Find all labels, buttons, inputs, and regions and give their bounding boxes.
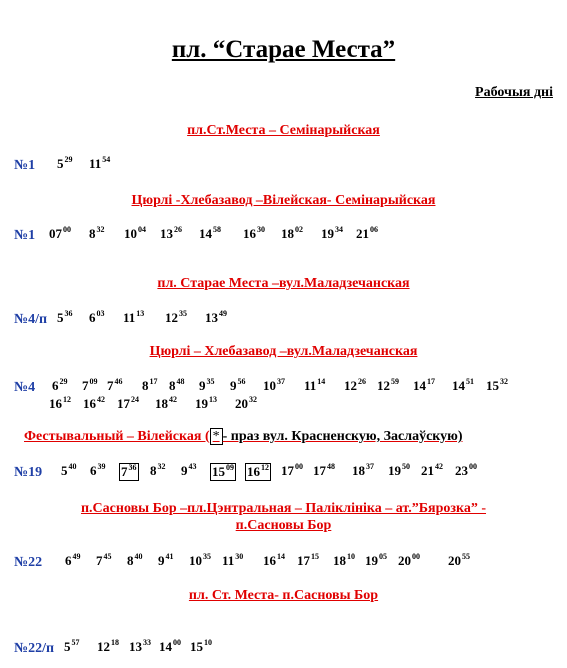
route-title <box>0 344 567 360</box>
departure-time: $16^{42}$ <box>83 395 105 411</box>
departure-time: $12^{59}$ <box>377 377 399 393</box>
departure-time: $17^{48}$ <box>313 462 335 478</box>
route-title <box>0 193 567 209</box>
departure-time: $9^{56}$ <box>230 377 246 393</box>
departure-time: $14^{51}$ <box>452 377 474 393</box>
route-number: №1 <box>14 228 36 243</box>
departure-time: $12^{35}$ <box>165 309 187 325</box>
departure-time: $9^{35}$ <box>199 377 215 393</box>
departure-time: $18^{10}$ <box>333 552 355 568</box>
departure-time: $17^{00}$ <box>281 462 303 478</box>
departure-time: $19^{05}$ <box>365 552 387 568</box>
departure-time: $5^{40}$ <box>61 462 77 478</box>
departure-time: $9^{41}$ <box>158 552 174 568</box>
departure-time: $12^{26}$ <box>344 377 366 393</box>
route-title-text: пл. Старае Места –вул.Маладзечанская <box>157 276 410 291</box>
star-note-marker: * <box>210 428 223 445</box>
working-days-label: Рабочыя дні <box>475 85 553 100</box>
route-number: №22 <box>14 555 43 570</box>
route-title-text: пл.Ст.Места – Семінарыйская <box>187 123 380 138</box>
departure-time: $15^{32}$ <box>486 377 508 393</box>
departure-time: $18^{02}$ <box>281 225 303 241</box>
departure-time: $12^{18}$ <box>97 638 119 654</box>
departure-time: $20^{55}$ <box>448 552 470 568</box>
departure-time: $8^{17}$ <box>142 377 158 393</box>
departure-time: $10^{04}$ <box>124 225 146 241</box>
departure-time: $15^{10}$ <box>190 638 212 654</box>
route-note-text: - праз вул. Красненскую, Заслаўскую) <box>222 429 463 444</box>
departure-time-marked: $16^{12}$ <box>247 463 269 479</box>
route-number: №1 <box>14 158 36 173</box>
departure-time: $9^{43}$ <box>181 462 197 478</box>
departure-time: $13^{33}$ <box>129 638 151 654</box>
departure-time: $6^{49}$ <box>65 552 81 568</box>
route-title-text: Цюрлі – Хлебазавод –вул.Маладзечанская <box>149 344 418 359</box>
departure-time: $19^{50}$ <box>388 462 410 478</box>
departure-time: $20^{00}$ <box>398 552 420 568</box>
route-title-text: Фестывальный – Вілейская ( <box>24 429 210 444</box>
departure-time: $5^{29}$ <box>57 155 73 171</box>
departure-time: $16^{14}$ <box>263 552 285 568</box>
departure-time: $18^{37}$ <box>352 462 374 478</box>
departure-time: $16^{30}$ <box>243 225 265 241</box>
departure-time: $6^{03}$ <box>89 309 105 325</box>
departure-time: $23^{00}$ <box>455 462 477 478</box>
departure-time: $17^{15}$ <box>297 552 319 568</box>
departure-time: $20^{32}$ <box>235 395 257 411</box>
departure-time: $11^{14}$ <box>304 377 326 393</box>
departure-time: $17^{24}$ <box>117 395 139 411</box>
route-title <box>0 501 567 517</box>
departure-time: $18^{42}$ <box>155 395 177 411</box>
departure-time: $21^{06}$ <box>356 225 378 241</box>
route-title-text: пл. Ст. Места- п.Сасновы Бор <box>188 588 379 603</box>
departure-time-marked: $15^{09}$ <box>212 463 234 479</box>
departure-time: $6^{39}$ <box>90 462 106 478</box>
departure-time: $07^{00}$ <box>49 225 71 241</box>
departure-time: $11^{30}$ <box>222 552 244 568</box>
departure-time: $8^{32}$ <box>89 225 105 241</box>
route-number: №19 <box>14 465 43 480</box>
departure-time: $19^{13}$ <box>195 395 217 411</box>
departure-time: $7^{46}$ <box>107 377 123 393</box>
route-title-line2: п.Сасновы Бор <box>235 518 332 533</box>
departure-time: $7^{45}$ <box>96 552 112 568</box>
route-title <box>0 588 567 604</box>
departure-time: $21^{42}$ <box>421 462 443 478</box>
departure-time: $11^{54}$ <box>89 155 111 171</box>
departure-time: $8^{40}$ <box>127 552 143 568</box>
departure-time: $10^{37}$ <box>263 377 285 393</box>
departure-time: $14^{17}$ <box>413 377 435 393</box>
departure-time: $14^{58}$ <box>199 225 221 241</box>
departure-time: $19^{34}$ <box>321 225 343 241</box>
departure-time: $14^{00}$ <box>159 638 181 654</box>
departure-time: $16^{12}$ <box>49 395 71 411</box>
departure-time: $7^{09}$ <box>82 377 98 393</box>
departure-time: $13^{26}$ <box>160 225 182 241</box>
route-title <box>0 276 567 292</box>
departure-time: $13^{49}$ <box>205 309 227 325</box>
departure-time: $5^{57}$ <box>64 638 80 654</box>
departure-time: $5^{36}$ <box>57 309 73 325</box>
departure-time: $11^{13}$ <box>123 309 145 325</box>
route-number: №22/п <box>14 641 55 656</box>
departure-time-marked: $7^{36}$ <box>121 463 137 479</box>
route-title-text: п.Сасновы Бор –пл.Цэнтральная – Паліклініка – ат.”Бярозка” - <box>80 501 487 516</box>
route-number: №4/п <box>14 312 48 327</box>
route-title-text: Цюрлі -Хлебазавод –Вілейская- Семінарыйская <box>131 193 436 208</box>
departure-time: $6^{29}$ <box>52 377 68 393</box>
page-title: пл. “Старае Места” <box>171 36 396 63</box>
route-title <box>24 429 463 445</box>
departure-time: $10^{35}$ <box>189 552 211 568</box>
departure-time: $8^{32}$ <box>150 462 166 478</box>
route-title <box>0 123 567 139</box>
route-number: №4 <box>14 380 36 395</box>
departure-time: $8^{48}$ <box>169 377 185 393</box>
